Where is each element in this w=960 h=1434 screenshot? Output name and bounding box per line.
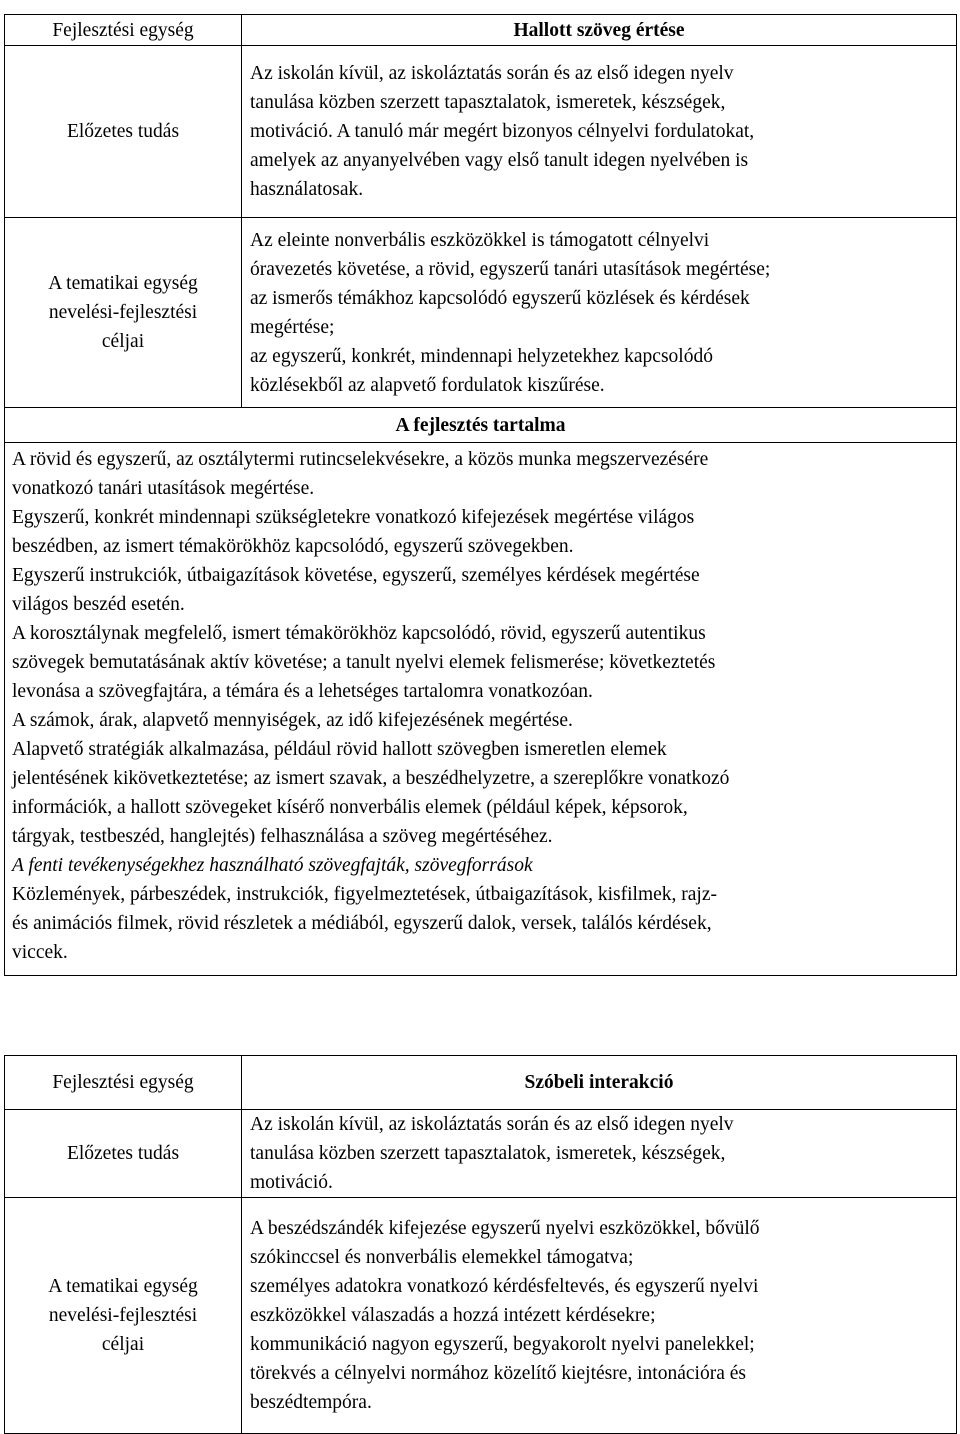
- text-line: megértése;: [250, 316, 335, 338]
- text-line: motiváció.: [250, 1172, 333, 1193]
- text-line: Az eleinte nonverbális eszközökkel is támogatott célnyelvi: [250, 229, 710, 251]
- goals-label: [5, 218, 242, 408]
- prior-knowledge-label: Előzetes tudás: [5, 46, 242, 218]
- text-line: levonása a szövegfajtára, a témára és a lehetséges tartalomra vonatkozóan.: [12, 681, 593, 702]
- goals-text: [242, 218, 957, 408]
- section-title: A fejlesztés tartalma: [5, 408, 957, 443]
- text-line: amelyek az anyanyelvében vagy első tanult idegen nyelvében is: [250, 150, 749, 171]
- development-unit-title: Szóbeli interakció: [242, 1056, 957, 1110]
- label-line: A tematikai egység: [48, 1276, 198, 1297]
- text-line: közlésekből az alapvető fordulatok kiszűrése.: [250, 374, 605, 396]
- text-line: A korosztálynak megfelelő, ismert témakörökhöz kapcsolódó, rövid, egyszerű autentikus: [12, 623, 706, 644]
- text-line: A beszédszándék kifejezése egyszerű nyelvi eszközökkel, bővülő: [250, 1218, 760, 1239]
- goals-text: [242, 1198, 957, 1434]
- development-unit-label: Fejlesztési egység: [5, 1056, 242, 1110]
- label-line: nevelési-fejlesztési: [48, 1305, 198, 1326]
- sources-heading: A fenti tevékenységekhez használható szövegfajták, szövegforrások: [12, 855, 533, 876]
- curriculum-table-interaction: [4, 1055, 957, 1434]
- prior-knowledge-text: [242, 46, 957, 218]
- text-line: Az iskolán kívül, az iskoláztatás során és az első idegen nyelv: [250, 63, 734, 84]
- label-line: céljai: [101, 1334, 145, 1355]
- text-line: az ismerős témákhoz kapcsolódó egyszerű közlések és kérdések: [250, 287, 750, 309]
- text-line: Egyszerű instrukciók, útbaigazítások követése, egyszerű, személyes kérdések megértése: [12, 565, 700, 586]
- text-line: vonatkozó tanári utasítások megértése.: [12, 478, 315, 499]
- development-unit-label: Fejlesztési egység: [5, 15, 242, 46]
- text-line: használatosak.: [250, 179, 364, 200]
- text-line: eszközökkel válaszadás a hozzá intézett kérdésekre;: [250, 1305, 656, 1326]
- text-line: beszédben, az ismert témakörökhöz kapcsolódó, egyszerű szövegekben.: [12, 536, 574, 557]
- goals-label: [5, 1198, 242, 1434]
- text-line: motiváció. A tanuló már megért bizonyos célnyelvi fordulatokat,: [250, 121, 755, 142]
- text-line: tanulása közben szerzett tapasztalatok, ismeretek, készségek,: [250, 92, 726, 113]
- content-text: [5, 443, 957, 976]
- text-line: Közlemények, párbeszédek, instrukciók, figyelmeztetések, útbaigazítások, kisfilmek, rajz-: [12, 884, 717, 905]
- label-line: céljai: [101, 331, 145, 352]
- curriculum-table-listening: [4, 14, 957, 976]
- text-line: szövegek bemutatásának aktív követése; a tanult nyelvi elemek felismerése; következtetés: [12, 652, 716, 673]
- text-line: óravezetés követése, a rövid, egyszerű tanári utasítások megértése;: [250, 258, 771, 280]
- text-line: kommunikáció nagyon egyszerű, begyakorolt nyelvi panelekkel;: [250, 1334, 755, 1355]
- text-line: Alapvető stratégiák alkalmazása, például rövid hallott szövegben ismeretlen elemek: [12, 739, 667, 760]
- text-line: jelentésének kikövetkeztetése; az ismert szavak, a beszédhelyzetre, a szereplőkre vonatkozó: [12, 768, 730, 789]
- text-line: tanulása közben szerzett tapasztalatok, ismeretek, készségek,: [250, 1143, 726, 1164]
- label-line: A tematikai egység: [48, 273, 198, 294]
- text-line: és animációs filmek, rövid részletek a médiából, egyszerű dalok, versek, találós kérdések,: [12, 913, 712, 934]
- text-line: személyes adatokra vonatkozó kérdésfeltevés, és egyszerű nyelvi: [250, 1276, 759, 1297]
- prior-knowledge-label: Előzetes tudás: [5, 1110, 242, 1198]
- text-line: törekvés a célnyelvi normához közelítő kiejtésre, intonációra és: [250, 1363, 746, 1384]
- text-line: szókinccsel és nonverbális elemekkel támogatva;: [250, 1247, 634, 1268]
- text-line: világos beszéd esetén.: [12, 594, 185, 615]
- development-unit-title: Hallott szöveg értése: [242, 15, 957, 46]
- text-line: Az iskolán kívül, az iskoláztatás során és az első idegen nyelv: [250, 1114, 734, 1135]
- text-line: információk, a hallott szövegeket kísérő nonverbális elemek (például képek, képsorok,: [12, 797, 688, 818]
- text-line: viccek.: [12, 942, 68, 963]
- label-line: nevelési-fejlesztési: [48, 302, 198, 323]
- text-line: az egyszerű, konkrét, mindennapi helyzetekhez kapcsolódó: [250, 345, 713, 367]
- text-line: A számok, árak, alapvető mennyiségek, az idő kifejezésének megértése.: [12, 710, 573, 731]
- text-line: Egyszerű, konkrét mindennapi szükségletekre vonatkozó kifejezések megértése világos: [12, 507, 695, 528]
- text-line: beszédtempóra.: [250, 1392, 372, 1413]
- text-line: tárgyak, testbeszéd, hanglejtés) felhasználása a szöveg megértéséhez.: [12, 826, 553, 847]
- prior-knowledge-text: [242, 1110, 957, 1198]
- text-line: A rövid és egyszerű, az osztálytermi rutincselekvésekre, a közös munka megszervezésére: [12, 449, 709, 470]
